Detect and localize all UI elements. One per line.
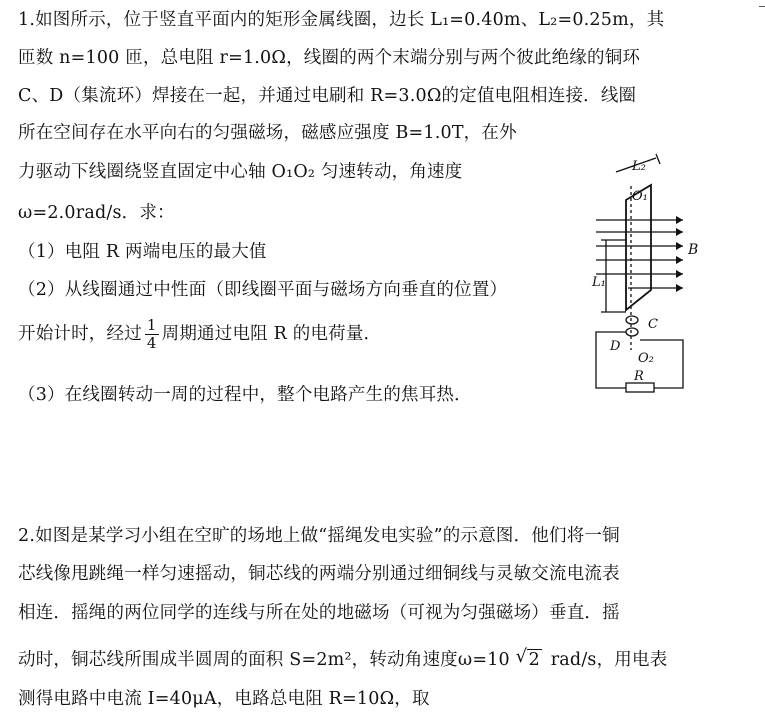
q1-line-4: 所在空间存在水平向右的匀强磁场，磁感应强度 B=1.0T，在外 [18, 123, 517, 143]
label-l2: L₂ [632, 159, 646, 174]
label-o2: O₂ [638, 351, 654, 366]
q2-line-4-prefix: 动时，铜芯线所围成半圆周的面积 S=2m²，转动角速度ω=10 [18, 650, 510, 670]
q1-line-2: 匝数 n=100 匝，总电阻 r=1.0Ω，线圈的两个末端分别与两个彼此绝缘的铜环 [18, 48, 641, 68]
field-arrow-1 [676, 216, 683, 224]
field-arrow-2 [676, 228, 683, 236]
field-arrow-3 [676, 242, 683, 250]
fraction-numerator: 1 [146, 316, 157, 334]
q2-line-4-suffix: rad/s，用电表 [550, 650, 668, 670]
q1-subquestion-1: （1）电阻 R 两端电压的最大值 [18, 242, 267, 262]
corner-mark [759, 0, 765, 7]
label-b: B [688, 242, 699, 258]
label-o1: O₁ [632, 189, 648, 204]
q1-subquestion-3: （3）在线圈转动一周的过程中，整个电路产生的焦耳热． [18, 385, 472, 405]
q1-line-5: 力驱动下线圈绕竖直固定中心轴 O₁O₂ 匀速转动，角速度 [18, 162, 463, 182]
q2-line-1: 2.如图是某学习小组在空旷的场地上做“摇绳发电实验”的示意图．他们将一铜 [18, 526, 620, 546]
q2-line-4 [18, 646, 667, 671]
q1-line-3: C、D（集流环）焊接在一起，并通过电刷和 R=3.0Ω的定值电阻相连接．线圈 [18, 86, 637, 106]
q1-line-1: 1.如图所示，位于竖直平面内的矩形金属线圈，边长 L₁=0.40m、L₂=0.25m，其 [18, 10, 665, 30]
field-arrow-4 [676, 256, 683, 264]
ring-c [626, 316, 638, 324]
q1-subquestion-2-cont [18, 318, 381, 351]
coil-figure [588, 150, 708, 400]
resistor-r [626, 383, 654, 392]
field-arrow-5 [676, 270, 683, 278]
q1-sub2-prefix: 开始计时，经过 [18, 324, 142, 344]
q1-subquestion-2: （2）从线圈通过中性面（即线圈平面与磁场方向垂直的位置） [18, 280, 508, 300]
sqrt-expression [515, 646, 542, 670]
ring-d [626, 328, 638, 336]
q2-line-2: 芯线像甩跳绳一样匀速摇动，铜芯线的两端分别通过细铜线与灵敏交流电流表 [18, 564, 620, 584]
label-c: C [648, 317, 658, 332]
label-l1: L₁ [592, 275, 606, 290]
q2-line-5: 测得电路中电流 I=40μA，电路总电阻 R=10Ω，取 [18, 689, 430, 709]
q2-line-3: 相连．摇绳的两位同学的连线与所在处的地磁场（可视为匀强磁场）垂直．摇 [18, 603, 620, 623]
l2-tick-right [656, 154, 660, 164]
q1-line-6: ω=2.0rad/s．求： [18, 203, 175, 223]
sqrt-radicand: 2 [528, 650, 540, 670]
label-r: R [634, 369, 644, 384]
fraction-one-quarter [145, 318, 159, 351]
label-d: D [610, 339, 621, 354]
sqrt-sign-icon: √ [515, 646, 528, 667]
fraction-denominator: 4 [146, 334, 157, 352]
field-arrow-6 [676, 284, 683, 292]
q1-sub2-suffix: 周期通过电阻 R 的电荷量． [161, 324, 382, 344]
